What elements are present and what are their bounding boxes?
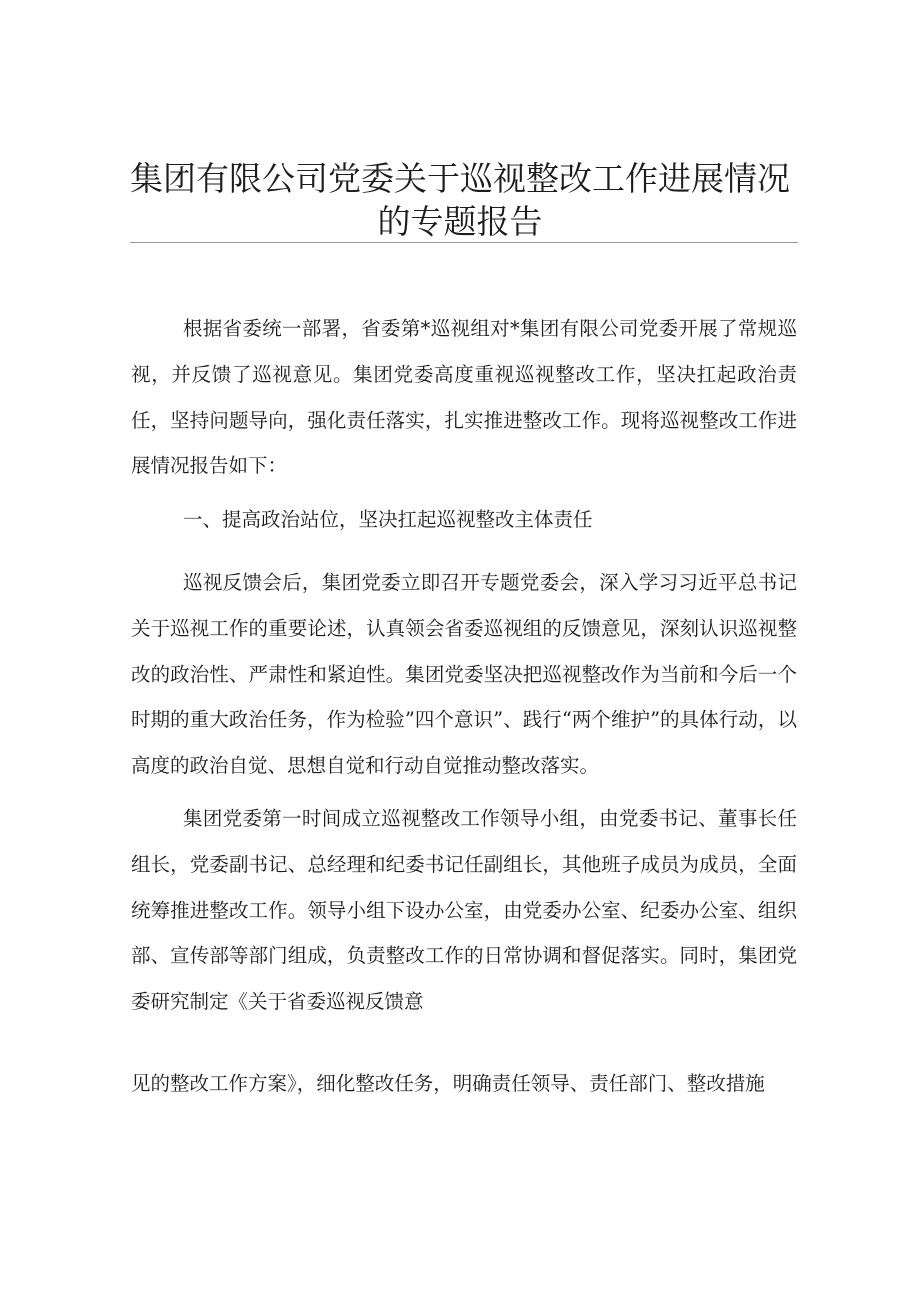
intro-paragraph: 根据省委统一部署，省委第*巡视组对*集团有限公司党委开展了常规巡视，并反馈了巡视意见。集团党委高度重视巡视整改工作，坚决扛起政治责任，坚持问题导向，强化责任落实，扎实推进整改工作。现将巡视整改工作进展情况报告如下：: [131, 317, 797, 478]
title-underline-divider: [130, 242, 798, 243]
body-paragraph-3-continued: 见的整改工作方案》，细化整改任务，明确责任领导、责任部门、整改措施: [131, 1072, 765, 1095]
document-title-line-2: 的专题报告: [377, 202, 543, 241]
section-heading-1: 一、提高政治站位，坚决扛起巡视整改主体责任: [183, 508, 593, 531]
body-paragraph-1: 巡视反馈会后，集团党委立即召开专题党委会，深入学习习近平总书记关于巡视工作的重要论述，认真领会省委巡视组的反馈意见，深刻认识巡视整改的政治性、严肃性和紧迫性。集团党委坚决把巡视整改作为当前和今后一个时期的重大政治任务，作为检验”四个意识”、践行“两个维护”的具体行动，以高度的政治自觉、思想自觉和行动自觉推动整改落实。: [131, 571, 797, 778]
document-title-line-1: 集团有限公司党委关于巡视整改工作进展情况: [130, 159, 790, 198]
body-paragraph-2: 集团党委第一时间成立巡视整改工作领导小组，由党委书记、董事长任组长，党委副书记、总经理和纪委书记任副组长，其他班子成员为成员，全面统筹推进整改工作。领导小组下设办公室，由党委办公室、纪委办公室、组织部、宣传部等部门组成，负责整改工作的日常协调和督促落实。同时，集团党委研究制定《关于省委巡视反馈意: [131, 807, 797, 1014]
